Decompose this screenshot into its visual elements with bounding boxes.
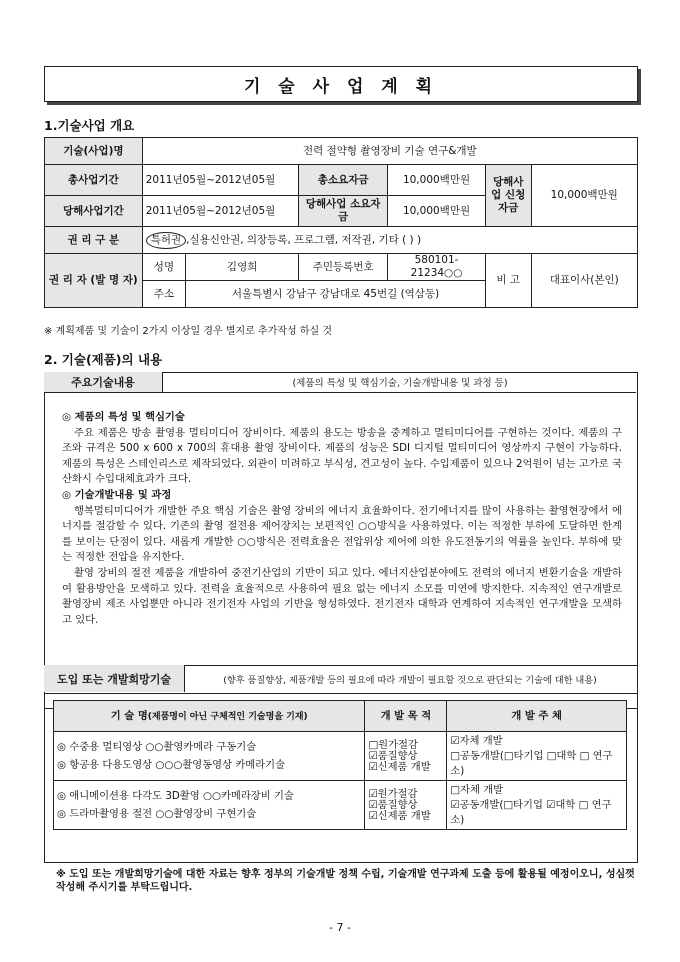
value-apply-funds: 10,000백만원 [531,165,638,227]
summary-table [44,137,638,308]
row2-tech2: ◎ 드라마촬영용 절전 ○○촬영장비 구현기술 [57,808,257,820]
sub1-text: 주요 제품은 방송 촬영용 멀티미디어 장비이다. 제품의 용도는 방송을 중계하고 멀티미디어를 구현하는 것이다. 제품의 구조와 규격은 500 x 600 x 700의 휴대용 촬영 장비이다. 제품의 성능은 SDI 디지털 멀티미디어 영상까지 구현이 가능하다. 제품의 특성은 스테인리스로 제작되었다. 외관이 미려하고 부식성, 견고성이 높다. 수입제품이 있으나 2억원이 넘는 고가로 국산화시 수입대체효과가 크다. [62,426,622,486]
row1-tech2: ◎ 항공용 다용도영상 ○○○촬영동영상 카메라기술 [57,759,286,771]
row1-owner-1: ☑자체 개발 [450,734,503,747]
content-header-sub: (제품의 특성 및 핵심기술, 기술개발내용 및 과정 등) [292,378,508,389]
label-total-funds: 총소요자금 [299,165,388,196]
row2-owner [447,781,627,830]
value-remark: 대표이사(본인) [531,254,638,308]
label-total-period: 총사업기간 [45,165,143,196]
head-tech [54,701,365,732]
label-apply-funds: 당해사업 신청자금 [485,165,531,227]
value-total-funds: 10,000백만원 [388,165,486,196]
rights-selected-circle: 특허권 [146,232,186,249]
head-tech-note: (제품명이 아닌 구체적인 기술명을 기재) [147,711,308,722]
row2-tech1: ◎ 애니메이션용 다각도 3D촬영 ○○카메라장비 기술 [57,790,294,802]
row2-tech [54,781,365,830]
row2-purpose [365,781,447,830]
content-header-label: 주요기술내용 [44,372,163,392]
label-year-funds: 당해사업 소요자금 [299,196,388,227]
value-rrn: 580101-21234○○ [388,254,486,281]
label-remark: 비 고 [485,254,531,308]
head-owner: 개 발 주 체 [447,701,627,732]
value-year-period: 2011년05월~2012년05월 [142,196,298,227]
label-holder: 권 리 자 (발 명 자) [45,254,143,308]
sub2-text2: 촬영 장비의 절전 제품을 개발하여 중전기산업의 기반이 되고 있다. 에너지산업분야에도 전력의 에너지 변환기술을 개발하여 활용방안을 모색하고 있다. 전력을 효율적으로 사용하여 필요 없는 에너지 소모를 미연에 방지한다. 지속적인 연구개발로 촬영장비 제조 사업뿐만 아니라 전기전자 사업의 기반을 형성하였다. 전기전자 대학과 연계하여 지속적인 연구개발을 모색하고 있다. [62,566,622,626]
document-title: 기 술 사 업 계 획 [44,66,638,102]
label-rights: 권 리 구 분 [45,227,143,254]
row1-tech [54,732,365,781]
row2-owner-1: □자체 개발 [450,783,504,796]
row1-purpose-1: □원가절감 [368,738,418,751]
row1-purpose-2: ☑품질향상 [368,749,418,762]
row2-purpose-1: ☑원가절감 [368,787,418,800]
value-total-period: 2011년05월~2012년05월 [142,165,298,196]
row1-owner [447,732,627,781]
rights-rest: ,실용신안권, 의장등록, 프로그램, 저작권, 기타 ( ) ) [186,233,422,246]
section2-heading: 2. 기술(제품)의 내용 [44,352,163,367]
footnote: ※ 도입 또는 개발희망기술에 대한 자료는 향후 정부의 기술개발 정책 수립, 기술개발 연구과제 도출 등에 활용될 예정이오니, 성심껏 작성해 주시기를 부탁드립니다. [56,869,635,893]
label-address: 주소 [142,281,185,308]
row2-owner-2: ☑공동개발(□타기업 ☑대학 □ 연구소) [450,798,612,826]
row2-purpose-3: ☑신제품 개발 [368,809,431,822]
value-address: 서울특별시 강남구 강남대로 45번길 (역삼동) [186,281,486,308]
value-name: 김영희 [186,254,299,281]
row1-tech1: ◎ 수중용 멀티영상 ○○촬영카메라 구동기술 [57,741,257,753]
sub2-title: ◎ 기술개발내용 및 과정 [62,488,172,501]
value-rights [142,227,637,254]
content-body [62,410,622,628]
page-number: - 7 - [329,921,351,934]
head-purpose: 개 발 목 적 [365,701,447,732]
label-rrn: 주민등록번호 [299,254,388,281]
row2-purpose-2: ☑품질향상 [368,798,418,811]
row1-purpose-3: ☑신제품 개발 [368,760,431,773]
value-year-funds: 10,000백만원 [388,196,486,227]
label-name: 성명 [142,254,185,281]
label-year-period: 당해사업기간 [45,196,143,227]
section1-heading: 1.기술사업 개요 [44,118,135,133]
label-project-name: 기술(사업)명 [45,138,143,165]
need-header-sub: (향후 품질향상, 제품개발 등의 필요에 따라 개발이 필요할 것으로 판단되는 기술에 대한 내용) [223,674,597,686]
value-project-name: 전력 절약형 촬영장비 기술 연구&개발 [142,138,637,165]
sub1-title: ◎ 제품의 특성 및 핵심기술 [62,411,185,423]
row1-owner-2: □공동개발(□타기업 □대학 □ 연구소) [450,749,613,777]
sub2-text1: 행복멀티미디어가 개발한 주요 핵심 기술은 촬영 장비의 에너지 효율화이다. 전기에너지를 많이 사용하는 촬영현장에서 에너지를 절감할 수 있다. 기존의 촬영 절전용 제어장치는 보편적인 ○○방식을 사용하였다. 이는 적정한 부하에 도달하면 한계를 보이는 단점이 있다. 새롭게 개발한 ○○방식은 전력효율은 전압위상 제어에 의한 유도전동기의 역률을 높인다. 부하에 맞는 적정한 전압을 유지한다. [62,504,622,564]
row1-purpose [365,732,447,781]
need-table [53,700,627,830]
head-tech-label: 기 술 명 [110,709,148,722]
need-header-label: 도입 또는 개발희망기술 [44,665,185,692]
section1-note: ※ 계획제품 및 기술이 2가지 이상일 경우 별지로 추가작성 하실 것 [44,326,333,337]
